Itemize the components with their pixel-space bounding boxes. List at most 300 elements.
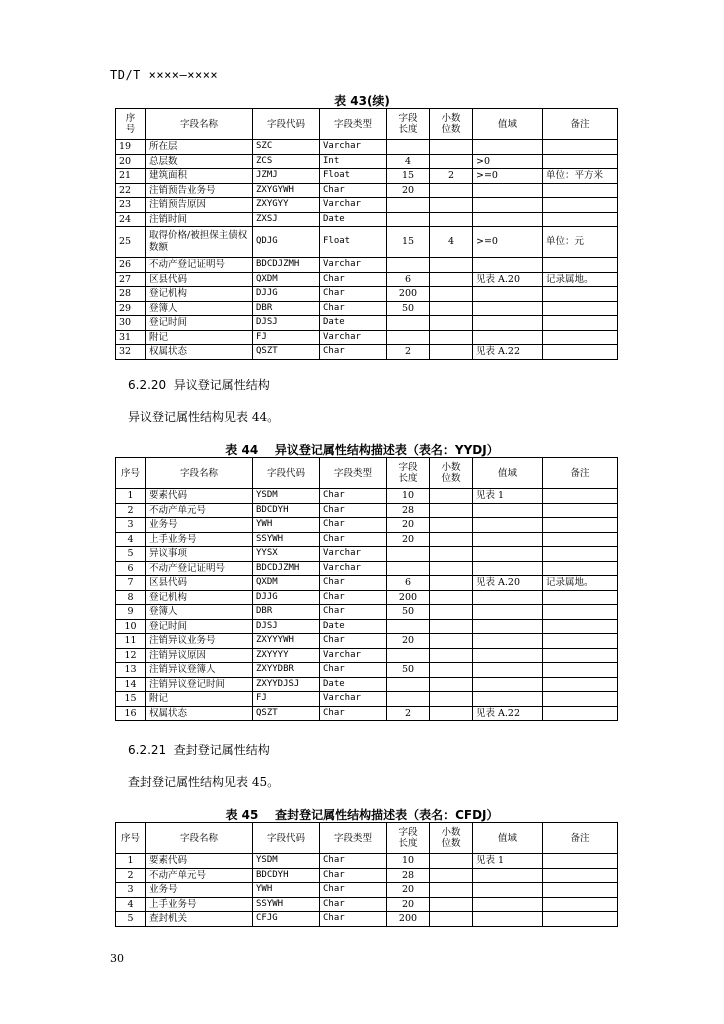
cell-field-type: Float xyxy=(320,169,387,184)
cell-length: 10 xyxy=(387,854,430,869)
cell-domain xyxy=(473,897,543,912)
table-row xyxy=(116,287,618,302)
cell-field-code: DJSJ xyxy=(253,316,320,331)
table-row xyxy=(116,576,618,591)
cell-decimal xyxy=(430,183,473,198)
col-type-header: 字段类型 xyxy=(320,458,387,489)
cell-field-name: 注销时间 xyxy=(146,212,253,227)
cell-seq: 19 xyxy=(116,140,146,155)
cell-seq: 7 xyxy=(116,576,146,591)
cell-domain xyxy=(473,547,543,562)
cell-domain xyxy=(473,518,543,533)
cell-domain xyxy=(473,140,543,155)
col-seq-header: 序 号 xyxy=(116,109,146,140)
table44 xyxy=(115,457,618,721)
cell-field-code: DBR xyxy=(253,301,320,316)
table-row xyxy=(116,590,618,605)
cell-note: 记录属地。 xyxy=(543,576,618,591)
cell-length: 200 xyxy=(387,912,430,927)
cell-length: 10 xyxy=(387,489,430,504)
cell-decimal xyxy=(430,897,473,912)
cell-seq: 14 xyxy=(116,677,146,692)
cell-field-name: 登记机构 xyxy=(146,287,253,302)
cell-field-name: 上手业务号 xyxy=(146,532,253,547)
cell-decimal: 2 xyxy=(430,169,473,184)
cell-note xyxy=(543,345,618,360)
cell-field-name: 权属状态 xyxy=(146,706,253,721)
cell-length: 20 xyxy=(387,634,430,649)
cell-note xyxy=(543,605,618,620)
cell-field-type: Char xyxy=(320,518,387,533)
table-row xyxy=(116,854,618,869)
cell-length xyxy=(387,619,430,634)
cell-seq: 2 xyxy=(116,503,146,518)
cell-decimal xyxy=(430,532,473,547)
cell-note xyxy=(543,154,618,169)
cell-field-type: Varchar xyxy=(320,198,387,213)
cell-decimal xyxy=(430,272,473,287)
col-note-header: 备注 xyxy=(543,823,618,854)
table43 xyxy=(115,108,618,360)
cell-field-type: Date xyxy=(320,316,387,331)
cell-field-type: Char xyxy=(320,883,387,898)
cell-domain xyxy=(473,619,543,634)
table45 xyxy=(115,822,618,927)
cell-decimal xyxy=(430,316,473,331)
col-code-header: 字段代码 xyxy=(253,109,320,140)
cell-note: 记录属地。 xyxy=(543,272,618,287)
cell-length: 15 xyxy=(387,169,430,184)
cell-decimal xyxy=(430,692,473,707)
cell-seq: 5 xyxy=(116,912,146,927)
cell-field-type: Char xyxy=(320,912,387,927)
cell-field-type: Char xyxy=(320,854,387,869)
cell-seq: 23 xyxy=(116,198,146,213)
cell-note xyxy=(543,183,618,198)
cell-seq: 32 xyxy=(116,345,146,360)
section-6-2-21-text: 查封登记属性结构见表 45。 xyxy=(128,775,280,789)
table-row xyxy=(116,345,618,360)
table-row xyxy=(116,561,618,576)
table-row xyxy=(116,532,618,547)
cell-length xyxy=(387,212,430,227)
table-row xyxy=(116,330,618,345)
cell-length: 15 xyxy=(387,227,430,258)
cell-domain xyxy=(473,883,543,898)
cell-field-name: 附记 xyxy=(146,692,253,707)
cell-domain xyxy=(473,648,543,663)
cell-field-code: ZCS xyxy=(253,154,320,169)
col-code-header: 字段代码 xyxy=(253,823,320,854)
cell-field-code: YSDM xyxy=(253,854,320,869)
page-number: 30 xyxy=(110,952,124,965)
cell-domain xyxy=(473,301,543,316)
table-row xyxy=(116,272,618,287)
section-6-2-20-title: 6.2.20 异议登记属性结构 xyxy=(128,378,270,392)
cell-seq: 24 xyxy=(116,212,146,227)
cell-decimal xyxy=(430,590,473,605)
table-row xyxy=(116,619,618,634)
table-row xyxy=(116,648,618,663)
cell-note xyxy=(543,301,618,316)
cell-field-code: BDCDYH xyxy=(253,503,320,518)
cell-field-code: BDCDYH xyxy=(253,868,320,883)
section-6-2-21-title: 6.2.21 查封登记属性结构 xyxy=(128,743,270,757)
table-row xyxy=(116,692,618,707)
cell-decimal xyxy=(430,883,473,898)
cell-seq: 10 xyxy=(116,619,146,634)
cell-note xyxy=(543,532,618,547)
cell-note xyxy=(543,854,618,869)
cell-note xyxy=(543,547,618,562)
cell-decimal xyxy=(430,677,473,692)
col-note-header: 备注 xyxy=(543,109,618,140)
cell-note xyxy=(543,198,618,213)
table-row xyxy=(116,169,618,184)
cell-field-name: 查封机关 xyxy=(146,912,253,927)
cell-length: 6 xyxy=(387,272,430,287)
cell-field-code: YYSX xyxy=(253,547,320,562)
col-name-header: 字段名称 xyxy=(146,109,253,140)
cell-domain xyxy=(473,258,543,273)
cell-domain xyxy=(473,605,543,620)
cell-domain xyxy=(473,330,543,345)
col-type-header: 字段类型 xyxy=(320,109,387,140)
cell-seq: 29 xyxy=(116,301,146,316)
cell-field-name: 附记 xyxy=(146,330,253,345)
table-row xyxy=(116,605,618,620)
table-row xyxy=(116,634,618,649)
cell-decimal xyxy=(430,912,473,927)
cell-decimal xyxy=(430,287,473,302)
col-decimal-header: 小数 位数 xyxy=(430,458,473,489)
cell-note xyxy=(543,316,618,331)
cell-field-code: ZXYGYWH xyxy=(253,183,320,198)
cell-decimal xyxy=(430,648,473,663)
table-row xyxy=(116,677,618,692)
cell-field-code: QXDM xyxy=(253,576,320,591)
cell-decimal xyxy=(430,503,473,518)
cell-field-code: FJ xyxy=(253,330,320,345)
table-row xyxy=(116,883,618,898)
table-row xyxy=(116,154,618,169)
cell-domain: >0 xyxy=(473,154,543,169)
col-seq-header: 序号 xyxy=(116,823,146,854)
cell-length: 20 xyxy=(387,183,430,198)
cell-decimal xyxy=(430,706,473,721)
cell-note xyxy=(543,561,618,576)
cell-field-type: Char xyxy=(320,706,387,721)
cell-field-code: BDCDJZMH xyxy=(253,258,320,273)
cell-domain xyxy=(473,663,543,678)
table-row xyxy=(116,227,618,258)
cell-domain xyxy=(473,183,543,198)
cell-field-type: Char xyxy=(320,287,387,302)
cell-domain xyxy=(473,561,543,576)
cell-field-type: Char xyxy=(320,576,387,591)
cell-note xyxy=(543,648,618,663)
table-row xyxy=(116,183,618,198)
document-header: TD/T ××××—×××× xyxy=(110,68,219,82)
cell-note: 单位：元 xyxy=(543,227,618,258)
cell-seq: 9 xyxy=(116,605,146,620)
table43-caption: 表 43(续) xyxy=(334,94,390,108)
cell-domain xyxy=(473,503,543,518)
cell-note xyxy=(543,897,618,912)
cell-decimal xyxy=(430,547,473,562)
cell-domain xyxy=(473,868,543,883)
cell-note xyxy=(543,287,618,302)
cell-field-type: Varchar xyxy=(320,692,387,707)
cell-domain: 见表 A.20 xyxy=(473,272,543,287)
cell-length xyxy=(387,561,430,576)
cell-field-type: Char xyxy=(320,590,387,605)
cell-note xyxy=(543,868,618,883)
cell-field-code: ZXYYDJSJ xyxy=(253,677,320,692)
table-row xyxy=(116,140,618,155)
cell-field-name: 登簿人 xyxy=(146,301,253,316)
cell-field-name: 登记机构 xyxy=(146,590,253,605)
col-seq-header: 序号 xyxy=(116,458,146,489)
cell-field-code: QDJG xyxy=(253,227,320,258)
cell-note xyxy=(543,212,618,227)
cell-field-code: QXDM xyxy=(253,272,320,287)
cell-field-name: 登记时间 xyxy=(146,316,253,331)
cell-seq: 12 xyxy=(116,648,146,663)
cell-length: 50 xyxy=(387,663,430,678)
table44-caption: 表 44 异议登记属性结构描述表（表名：YYDJ） xyxy=(225,443,499,457)
cell-field-code: CFJG xyxy=(253,912,320,927)
cell-field-name: 登记时间 xyxy=(146,619,253,634)
cell-field-code: DJJG xyxy=(253,287,320,302)
cell-field-type: Char xyxy=(320,301,387,316)
cell-field-code: YWH xyxy=(253,518,320,533)
cell-decimal xyxy=(430,489,473,504)
cell-decimal xyxy=(430,576,473,591)
cell-field-name: 异议事项 xyxy=(146,547,253,562)
cell-domain: >=0 xyxy=(473,169,543,184)
col-name-header: 字段名称 xyxy=(146,458,253,489)
cell-field-type: Varchar xyxy=(320,330,387,345)
col-code-header: 字段代码 xyxy=(253,458,320,489)
cell-seq: 31 xyxy=(116,330,146,345)
cell-field-code: BDCDJZMH xyxy=(253,561,320,576)
cell-seq: 21 xyxy=(116,169,146,184)
cell-field-code: DJJG xyxy=(253,590,320,605)
cell-length xyxy=(387,140,430,155)
table-row xyxy=(116,316,618,331)
cell-field-type: Date xyxy=(320,677,387,692)
cell-field-code: SSYWH xyxy=(253,897,320,912)
table-row xyxy=(116,198,618,213)
cell-decimal xyxy=(430,330,473,345)
cell-length: 20 xyxy=(387,897,430,912)
cell-seq: 25 xyxy=(116,227,146,258)
cell-domain xyxy=(473,198,543,213)
cell-length: 28 xyxy=(387,503,430,518)
cell-field-name: 区县代码 xyxy=(146,272,253,287)
cell-length xyxy=(387,677,430,692)
table-row xyxy=(116,503,618,518)
cell-domain: 见表 1 xyxy=(473,489,543,504)
cell-domain xyxy=(473,532,543,547)
cell-field-name: 不动产单元号 xyxy=(146,503,253,518)
cell-note xyxy=(543,258,618,273)
cell-field-name: 不动产登记证明号 xyxy=(146,258,253,273)
table-row xyxy=(116,897,618,912)
cell-length: 2 xyxy=(387,706,430,721)
cell-length: 20 xyxy=(387,518,430,533)
cell-field-type: Char xyxy=(320,868,387,883)
cell-decimal xyxy=(430,212,473,227)
cell-length: 200 xyxy=(387,287,430,302)
cell-length xyxy=(387,316,430,331)
cell-field-name: 要素代码 xyxy=(146,854,253,869)
cell-seq: 8 xyxy=(116,590,146,605)
cell-field-code: SZC xyxy=(253,140,320,155)
cell-seq: 5 xyxy=(116,547,146,562)
cell-field-type: Char xyxy=(320,605,387,620)
cell-domain xyxy=(473,212,543,227)
cell-field-type: Varchar xyxy=(320,140,387,155)
cell-domain xyxy=(473,677,543,692)
cell-note xyxy=(543,663,618,678)
cell-field-type: Char xyxy=(320,272,387,287)
col-name-header: 字段名称 xyxy=(146,823,253,854)
cell-length: 6 xyxy=(387,576,430,591)
col-decimal-header: 小数 位数 xyxy=(430,823,473,854)
cell-field-type: Varchar xyxy=(320,547,387,562)
cell-field-name: 总层数 xyxy=(146,154,253,169)
cell-field-type: Date xyxy=(320,212,387,227)
cell-length: 4 xyxy=(387,154,430,169)
cell-length xyxy=(387,198,430,213)
table-row xyxy=(116,868,618,883)
cell-field-code: QSZT xyxy=(253,706,320,721)
cell-seq: 4 xyxy=(116,532,146,547)
cell-decimal xyxy=(430,634,473,649)
cell-note xyxy=(543,706,618,721)
cell-decimal xyxy=(430,518,473,533)
table-row xyxy=(116,547,618,562)
cell-field-type: Float xyxy=(320,227,387,258)
cell-field-name: 建筑面积 xyxy=(146,169,253,184)
cell-domain xyxy=(473,590,543,605)
cell-field-type: Int xyxy=(320,154,387,169)
cell-seq: 2 xyxy=(116,868,146,883)
cell-field-name: 注销异议登簿人 xyxy=(146,663,253,678)
table44-header-row xyxy=(116,458,618,489)
col-decimal-header: 小数 位数 xyxy=(430,109,473,140)
cell-field-code: ZXYGYY xyxy=(253,198,320,213)
col-domain-header: 值域 xyxy=(473,458,543,489)
cell-note xyxy=(543,634,618,649)
cell-decimal xyxy=(430,198,473,213)
cell-field-name: 注销预告业务号 xyxy=(146,183,253,198)
cell-note xyxy=(543,883,618,898)
cell-field-name: 登簿人 xyxy=(146,605,253,620)
cell-field-type: Date xyxy=(320,619,387,634)
cell-field-type: Varchar xyxy=(320,258,387,273)
cell-length: 50 xyxy=(387,605,430,620)
table-row xyxy=(116,518,618,533)
table-row xyxy=(116,212,618,227)
cell-domain xyxy=(473,287,543,302)
cell-seq: 20 xyxy=(116,154,146,169)
table-row xyxy=(116,489,618,504)
cell-field-name: 注销异议原因 xyxy=(146,648,253,663)
col-domain-header: 值域 xyxy=(473,109,543,140)
table-row xyxy=(116,258,618,273)
cell-seq: 3 xyxy=(116,883,146,898)
cell-decimal xyxy=(430,258,473,273)
cell-domain: 见表 1 xyxy=(473,854,543,869)
cell-decimal: 4 xyxy=(430,227,473,258)
cell-decimal xyxy=(430,561,473,576)
cell-note xyxy=(543,330,618,345)
cell-field-name: 不动产单元号 xyxy=(146,868,253,883)
cell-field-name: 业务号 xyxy=(146,518,253,533)
cell-length xyxy=(387,547,430,562)
cell-note xyxy=(543,503,618,518)
cell-length xyxy=(387,692,430,707)
cell-seq: 4 xyxy=(116,897,146,912)
cell-seq: 1 xyxy=(116,489,146,504)
cell-field-code: ZXYYYWH xyxy=(253,634,320,649)
cell-decimal xyxy=(430,140,473,155)
cell-note xyxy=(543,912,618,927)
cell-field-code: DBR xyxy=(253,605,320,620)
cell-domain: 见表 A.22 xyxy=(473,706,543,721)
cell-length xyxy=(387,648,430,663)
cell-field-type: Char xyxy=(320,897,387,912)
cell-length xyxy=(387,258,430,273)
cell-field-type: Char xyxy=(320,663,387,678)
cell-field-name: 注销异议登记时间 xyxy=(146,677,253,692)
cell-field-type: Varchar xyxy=(320,648,387,663)
table45-header-row xyxy=(116,823,618,854)
cell-field-code: ZXYYYY xyxy=(253,648,320,663)
cell-note xyxy=(543,489,618,504)
cell-note xyxy=(543,677,618,692)
cell-field-code: FJ xyxy=(253,692,320,707)
cell-field-type: Char xyxy=(320,489,387,504)
cell-seq: 22 xyxy=(116,183,146,198)
cell-seq: 27 xyxy=(116,272,146,287)
cell-seq: 30 xyxy=(116,316,146,331)
col-length-header: 字段 长度 xyxy=(387,458,430,489)
cell-note xyxy=(543,518,618,533)
cell-domain xyxy=(473,316,543,331)
cell-field-name: 权属状态 xyxy=(146,345,253,360)
cell-field-name: 业务号 xyxy=(146,883,253,898)
cell-field-name: 注销预告原因 xyxy=(146,198,253,213)
cell-length: 20 xyxy=(387,883,430,898)
cell-field-code: YWH xyxy=(253,883,320,898)
cell-field-name: 所在层 xyxy=(146,140,253,155)
cell-field-code: ZXYYDBR xyxy=(253,663,320,678)
cell-seq: 1 xyxy=(116,854,146,869)
cell-field-code: SSYWH xyxy=(253,532,320,547)
cell-decimal xyxy=(430,301,473,316)
cell-field-name: 不动产登记证明号 xyxy=(146,561,253,576)
cell-field-code: QSZT xyxy=(253,345,320,360)
table45-caption: 表 45 查封登记属性结构描述表（表名：CFDJ） xyxy=(225,808,499,822)
col-domain-header: 值域 xyxy=(473,823,543,854)
cell-seq: 3 xyxy=(116,518,146,533)
cell-note xyxy=(543,692,618,707)
cell-domain: >=0 xyxy=(473,227,543,258)
